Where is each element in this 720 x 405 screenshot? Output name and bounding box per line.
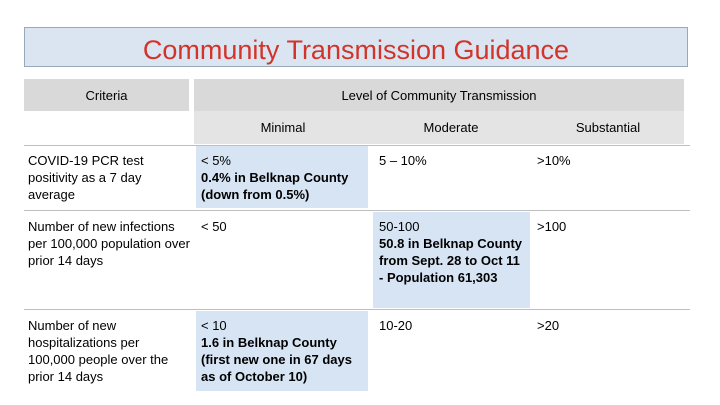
row2-moderate-note: 50.8 in Belknap County from Sept. 28 to Oct 11 - Population 61,303	[379, 236, 523, 285]
row3-minimal-note: 1.6 in Belknap County (first new one in 67 days as of October 10)	[201, 335, 352, 384]
row3-substantial: >20	[537, 318, 560, 333]
row-divider	[24, 145, 690, 146]
row1-criteria: COVID-19 PCR test positivity as a 7 day average	[28, 153, 144, 202]
row-divider	[24, 309, 690, 310]
title-banner	[24, 27, 688, 67]
row3-moderate: 10-20	[379, 318, 413, 333]
page-title: Community Transmission Guidance	[142, 35, 570, 65]
row2-moderate-threshold: 50-100	[379, 219, 420, 234]
row1-substantial: >10%	[537, 153, 571, 168]
row2-minimal: < 50	[201, 219, 227, 234]
row1-minimal	[201, 152, 366, 203]
level-header: Level of Community Transmission	[341, 88, 537, 103]
row3-criteria: Number of new hospitalizations per 100,000 people over the prior 14 days	[28, 318, 169, 384]
substantial-header: Substantial	[575, 120, 641, 135]
row-divider	[24, 210, 690, 211]
row2-substantial: >100	[537, 219, 567, 234]
row1-moderate: 5 – 10%	[379, 153, 427, 168]
row1-minimal-note: 0.4% in Belknap County (down from 0.5%)	[201, 170, 349, 202]
criteria-header: Criteria	[85, 88, 128, 103]
row1-minimal-threshold: < 5%	[201, 153, 231, 168]
moderate-header: Moderate	[423, 120, 479, 135]
row3-minimal	[201, 317, 366, 385]
row2-moderate	[379, 218, 527, 286]
row3-minimal-threshold: < 10	[201, 318, 227, 333]
row2-criteria: Number of new infections per 100,000 population over prior 14 days	[28, 219, 190, 268]
minimal-header: Minimal	[260, 120, 306, 135]
